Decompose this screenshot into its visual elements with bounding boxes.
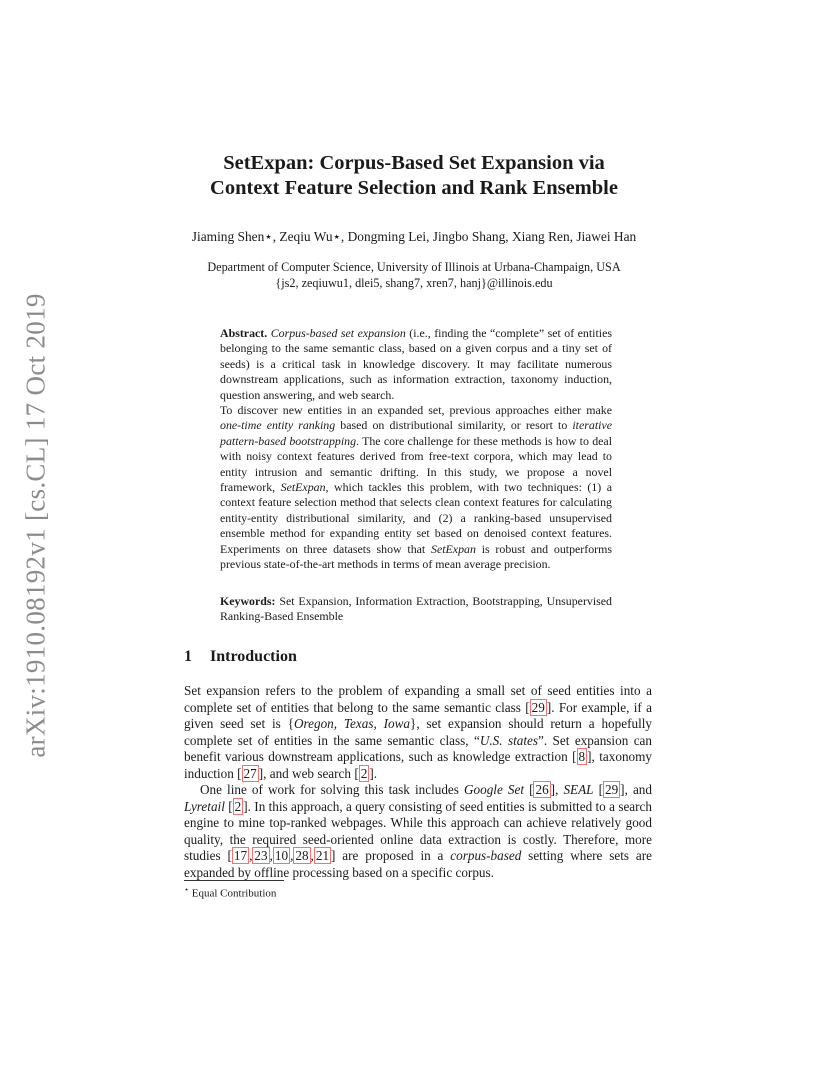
intro-paragraph-2: One line of work for solving this task includes Google Set [ 26 ], SEAL [ 29 ], and Lyretail [ 2 ]. In this approach, a query consisting of seed entities is submitted to a search engine to mine top-ranked webpages. While this approach can achieve relatively good quality, the required seed-oriented online data extraction is costly. Therefore, more studies [ 17 , 23 , 10 , 28 , 21 ] are proposed in a corpus-based setting where sets are expanded by offline processing based on a specific corpus.: [184, 782, 652, 880]
emphasis-text: one-time entity ranking: [220, 418, 336, 433]
emphasis-text: SetExpan: [431, 541, 476, 556]
keywords: [220, 594, 612, 625]
citation-link[interactable]: [ 26 ]: [529, 782, 556, 797]
citation-link[interactable]: [ 29 ]: [598, 782, 625, 797]
affiliation-institution: Department of Computer Science, University of Illinois at Urbana-Champaign, USA: [207, 260, 621, 274]
citation-link[interactable]: [ 29 ]: [525, 699, 552, 715]
citation-link[interactable]: [ 2 ]: [228, 798, 248, 814]
intro-paragraph-1: Set expansion refers to the problem of expanding a small set of seed entities into a complete set of entities that belong to the same semantic class [ 29 ]. For example, if a given seed set is {Oregon, Texas, Iowa}, set expansion should return a hopefully complete set of entities in the same semantic class, “U.S. states”. Set expansion can benefit various downstream applications, such as knowledge extraction [ 8 ], taxonomy induction [ 27 ], and web search [ 2 ].: [184, 683, 653, 781]
arxiv-identifier-text: arXiv:1910.08192v1 [cs.CL] 17 Oct 2019: [20, 292, 51, 758]
abstract-paragraph-2: To discover new entities in an expanded set, previous approaches either make one-time entity ranking based on distributional similarity, or resort to iterative pattern-based bootstrapping. The core challenge for these methods is how to deal with noisy context features derived from free-text corpora, which may lead to entity intrusion and semantic drifting. In this study, we propose a novel framework, SetExpan, which tackles this problem, with two techniques: (1) a context feature selection method that selects clean context features for calculating entity-entity distributional similarity, and (2) a ranking-based unsupervised ensemble method for expanding entity set based on denoised context features. Experiments on three datasets show that SetExpan is robust and outperforms previous state-of-the-art methods in terms of mean average precision.: [220, 403, 612, 572]
introduction-body: [184, 683, 652, 881]
footnote-mark: ⋆: [184, 885, 190, 894]
emphasis-text: U.S. states: [479, 732, 538, 748]
keywords-label: Keywords:: [220, 594, 276, 608]
footnote: [184, 885, 276, 900]
affiliation-emails: {js2, zeqiuwu1, dlei5, shang7, xren7, hanj}@illinois.edu: [275, 276, 553, 290]
arxiv-identifier: [14, 290, 58, 760]
emphasis-text: Lyretail: [184, 798, 225, 814]
emphasis-text: Oregon, Texas, Iowa: [293, 716, 411, 731]
abstract-label: Abstract.: [220, 326, 268, 340]
citation-link[interactable]: [ 17 , 23 , 10 , 28 , 21 ]: [227, 848, 336, 863]
footnote-rule: [184, 880, 284, 881]
emphasis-text: Corpus-based set expansion: [270, 326, 406, 340]
abstract-paragraph-1: Abstract. Corpus-based set expansion (i.e., finding the “complete” set of entities belonging to the same semantic class, based on a given corpus and a tiny set of seeds) is a critical task in knowledge discovery. It may facilitate numerous downstream applications, such as information extraction, taxonomy induction, question answering, and web search.: [220, 326, 612, 402]
section-number: 1: [184, 648, 192, 665]
citation-link[interactable]: [ 8 ]: [572, 749, 592, 764]
emphasis-text: corpus-based: [450, 848, 522, 863]
paper-title: [120, 151, 708, 201]
author-list: Jiaming Shen⋆, Zeqiu Wu⋆, Dongming Lei, Jingbo Shang, Xiang Ren, Jiawei Han: [191, 229, 637, 244]
affiliation: [120, 259, 708, 291]
emphasis-text: SEAL: [563, 782, 594, 797]
citation-link[interactable]: [ 27 ]: [237, 765, 264, 781]
emphasis-text: SetExpan: [280, 480, 326, 495]
emphasis-text: iterative pattern-based bootstrapping: [220, 418, 612, 448]
section-heading-introduction: [184, 648, 297, 666]
footnote-text: Equal Contribution: [189, 887, 277, 900]
abstract: [220, 326, 612, 573]
section-title: Introduction: [210, 648, 297, 665]
title-line-1: SetExpan: Corpus-Based Set Expansion via: [223, 152, 605, 174]
keywords-text: Set Expansion, Information Extraction, Bootstrapping, Unsupervised Ranking-Based Ensemble: [220, 594, 612, 624]
title-line-2: Context Feature Selection and Rank Ensemble: [210, 177, 618, 199]
citation-link[interactable]: [ 2 ]: [354, 765, 374, 781]
emphasis-text: Google Set: [463, 782, 524, 797]
